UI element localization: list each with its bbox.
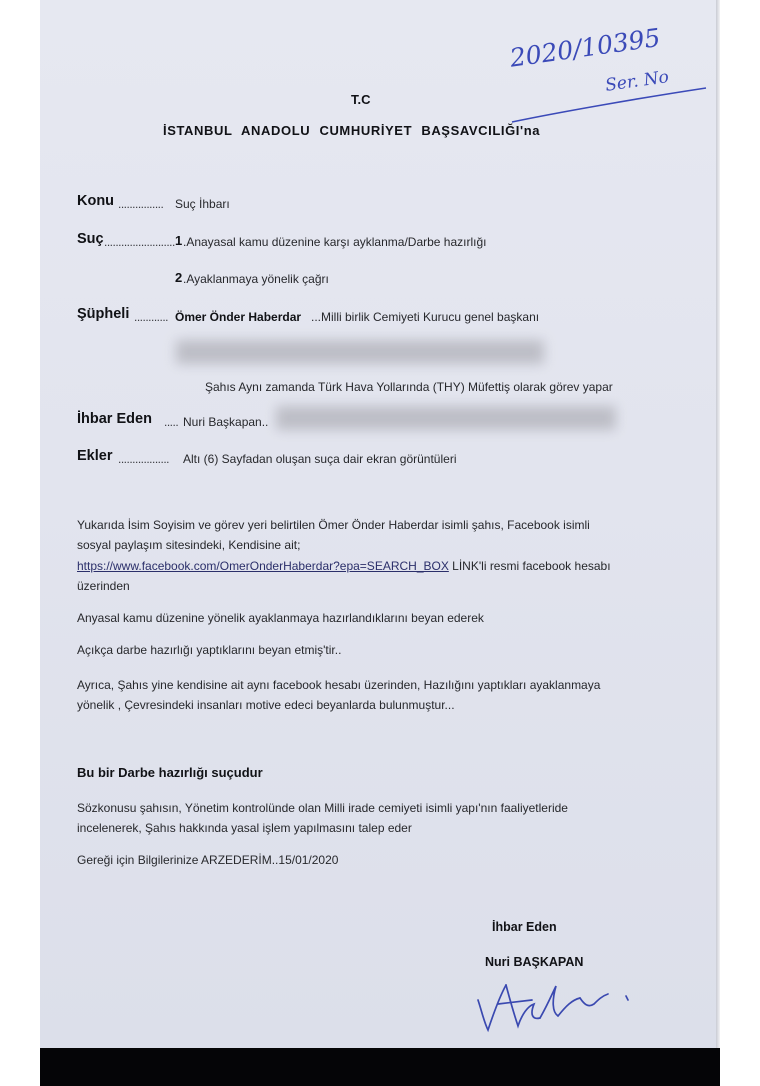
konu-value: Suç İhbarı [175, 197, 230, 211]
paragraph-1-line-1: Yukarıda İsim Soyisim ve görev yeri belirtilen Ömer Önder Haberdar isimli şahıs, Facebook isimli [77, 518, 590, 532]
redacted-address [176, 340, 544, 364]
supheli-note: Şahıs Aynı zamanda Türk Hava Yollarında (THY) Müfettiş olarak görev yapar [205, 380, 613, 394]
handwritten-serial-note: Ser. No [604, 67, 671, 96]
redacted-contact [276, 406, 616, 430]
paper-edge [716, 0, 720, 1048]
paragraph-1-line-2: sosyal paylaşım sitesindeki, Kendisine ait; [77, 538, 301, 552]
paragraph-4-line-1: Ayrıca, Şahıs yine kendisine ait aynı facebook hesabı üzerinden, Hazılığını yaptıkları ayaklanmaya [77, 678, 601, 692]
ekler-label: Ekler [77, 448, 113, 464]
paragraph-5-line-1: Sözkonusu şahısın, Yönetim kontrolünde olan Milli irade cemiyeti isimli yapı'nın faaliyetleride [77, 801, 568, 815]
paragraph-3: Açıkça darbe hazırlığı yaptıklarını beyan etmiş'tir.. [77, 643, 342, 657]
facebook-link[interactable]: https://www.facebook.com/OmerOnderHaberdar?epa=SEARCH_BOX [77, 559, 449, 573]
section-heading: Bu bir Darbe hazırlığı suçudur [77, 765, 263, 780]
signature-title: İhbar Eden [492, 920, 557, 934]
suc-label: Suç [77, 231, 104, 247]
header-recipient: İSTANBUL ANADOLU CUMHURİYET BAŞSAVCILIĞI'na [163, 123, 541, 138]
suc-item2-number: 2 [175, 270, 183, 285]
paragraph-1-line-3 [77, 559, 611, 573]
paragraph-2: Anyasal kamu düzenine yönelik ayaklanmaya hazırlandıklarını beyan ederek [77, 611, 484, 625]
paragraph-5-line-2: incelenerek, Şahıs hakkında yasal işlem yapılmasını talep eder [77, 821, 412, 835]
link-suffix: LİNK'li resmi facebook hesabı [448, 559, 611, 573]
ihbar-eden-value: Nuri Başkapan.. [183, 415, 269, 429]
signature-name: Nuri BAŞKAPAN [485, 955, 584, 969]
konu-dots: ................ [118, 197, 164, 211]
suc-dots: ......................... [104, 235, 175, 249]
suc-item1-number: 1 [175, 233, 183, 248]
ekler-dots: .................. [118, 452, 170, 466]
header-tc: T.C [351, 92, 371, 107]
supheli-dots: ............ [134, 310, 169, 324]
suc-item1: .Anayasal kamu düzenine karşı ayklanma/Darbe hazırlığı [183, 235, 487, 249]
supheli-role: ...Milli birlik Cemiyeti Kurucu genel başkanı [311, 310, 540, 324]
ekler-value: Altı (6) Sayfadan oluşan suça dair ekran görüntüleri [183, 452, 457, 466]
konu-label: Konu [77, 193, 115, 209]
supheli-label: Şüpheli [77, 306, 130, 322]
paragraph-4-line-2: yönelik , Çevresindeki insanları motive edeci beyanlarda bulunmuştur... [77, 698, 455, 712]
ihbar-eden-label: İhbar Eden [77, 411, 152, 427]
bottom-dark-strip [40, 1048, 720, 1086]
suc-item2: .Ayaklanmaya yönelik çağrı [183, 272, 329, 286]
supheli-name: Ömer Önder Haberdar [175, 310, 302, 324]
ihbar-eden-dots: ..... [164, 415, 179, 429]
handwritten-serial: 2020/10395 [508, 22, 663, 73]
closing-line: Gereği için Bilgilerinize ARZEDERİM..15/01/2020 [77, 853, 339, 867]
paragraph-1-line-4: üzerinden [77, 579, 130, 593]
